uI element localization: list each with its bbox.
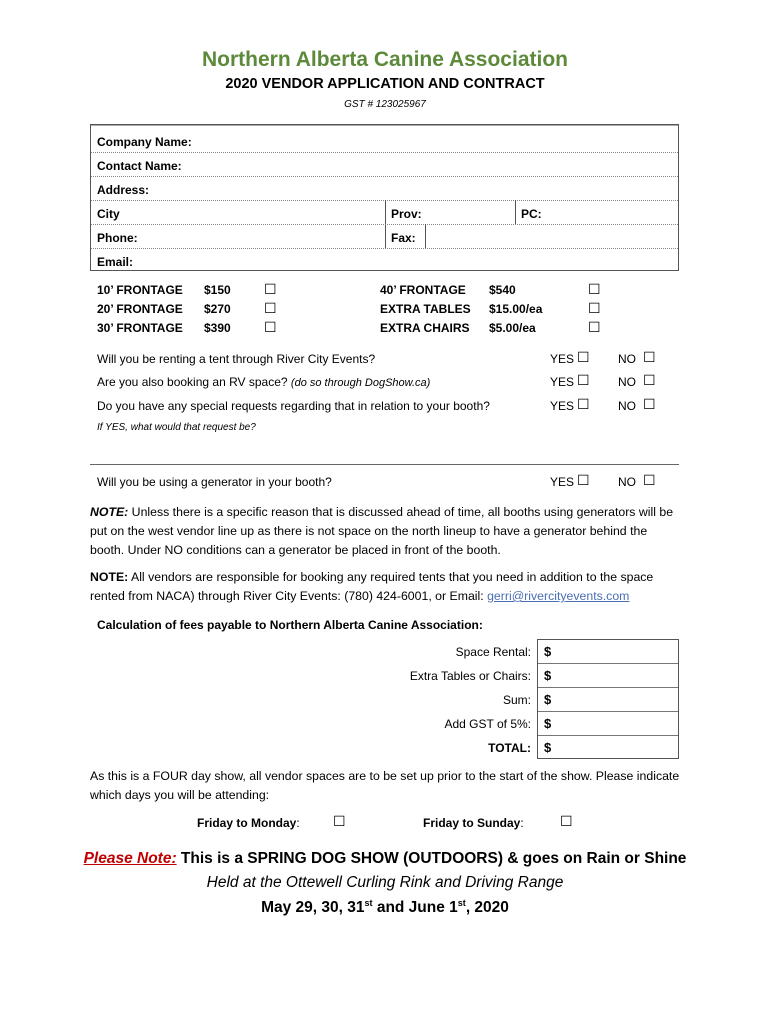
gst-number: GST # 123025967 (344, 99, 426, 110)
special-yes-label: YES (550, 399, 575, 413)
friday-to-sunday-checkbox[interactable]: ☐ (560, 814, 573, 830)
pricing-price-10ft: $150 (204, 283, 231, 297)
pricing-item-extra-tables: EXTRA TABLES (380, 302, 471, 316)
question-rv: Are you also booking an RV space? (do so through DogShow.ca) (97, 375, 431, 389)
contact-info-form (90, 124, 679, 271)
email-link[interactable]: gerri@rivercityevents.com (487, 589, 630, 603)
question-tent: Will you be renting a tent through River City Events? (97, 352, 376, 366)
pricing-price-extra-chairs: $5.00/ea (489, 321, 536, 335)
option-friday-to-monday: Friday to Monday: (197, 816, 300, 830)
fee-label-sum: Sum: (502, 693, 531, 707)
rv-yes-label: YES (550, 375, 575, 389)
city-field[interactable]: City (97, 207, 120, 221)
pricing-item-10ft: 10’ FRONTAGE (97, 283, 183, 297)
generator-note: NOTE: Unless there is a specific reason that is discussed ahead of time, all booths using generators will be put on the west vendor line up as there is not space on the north lineup to have a generator behind the booth. Under NO conditions can a generator be placed in front of the booth. (90, 505, 674, 557)
attendance-text: As this is a FOUR day show, all vendor spaces are to be set up prior to the start of the show. Please indicate which days you will be attending: (90, 769, 680, 802)
email-field[interactable]: Email: (97, 255, 134, 269)
tent-no-label: NO (618, 352, 636, 366)
rv-no-label: NO (618, 375, 636, 389)
checkbox-40ft[interactable]: ☐ (588, 282, 601, 298)
province-field[interactable]: Prov: (391, 207, 422, 221)
checkbox-20ft[interactable]: ☐ (264, 301, 277, 317)
contact-name-field[interactable]: Contact Name: (97, 159, 182, 173)
organization-title: Northern Alberta Canine Association (201, 48, 568, 71)
fee-value-space-rental[interactable]: $ (544, 644, 552, 659)
option-friday-to-sunday: Friday to Sunday: (423, 816, 524, 830)
tent-yes-checkbox[interactable]: ☐ (577, 350, 590, 366)
special-no-checkbox[interactable]: ☐ (643, 397, 656, 413)
postal-code-field[interactable]: PC: (521, 207, 542, 221)
checkbox-extra-tables[interactable]: ☐ (588, 301, 601, 317)
address-field[interactable]: Address: (97, 183, 150, 197)
fee-label-space-rental: Space Rental: (455, 645, 531, 659)
pricing-price-extra-tables: $15.00/ea (489, 302, 543, 316)
tent-yes-label: YES (550, 352, 575, 366)
fee-value-extras[interactable]: $ (544, 668, 552, 683)
if-yes-prompt: If YES, what would that request be? (97, 422, 256, 433)
phone-field[interactable]: Phone: (97, 231, 138, 245)
question-generator: Will you be using a generator in your booth? (97, 475, 332, 489)
checkbox-10ft[interactable]: ☐ (264, 282, 277, 298)
pricing-price-40ft: $540 (489, 283, 516, 297)
question-special-requests: Do you have any special requests regarding that in relation to your booth? (97, 399, 490, 413)
pricing-item-40ft: 40’ FRONTAGE (380, 283, 466, 297)
special-no-label: NO (618, 399, 636, 413)
rv-no-checkbox[interactable]: ☐ (643, 373, 656, 389)
friday-to-monday-checkbox[interactable]: ☐ (333, 814, 346, 830)
fee-label-gst: Add GST of 5%: (444, 717, 531, 731)
checkbox-30ft[interactable]: ☐ (264, 320, 277, 336)
tent-note: NOTE: All vendors are responsible for booking any required tents that you need in addition to the space rented from NACA) through River City Events: (780) 424-6001, or Email: gerri@rivercityevents.com (90, 570, 654, 603)
document-title: 2020 VENDOR APPLICATION AND CONTRACT (225, 76, 545, 92)
generator-yes-checkbox[interactable]: ☐ (577, 473, 590, 489)
fees-heading: Calculation of fees payable to Northern Alberta Canine Association: (97, 618, 483, 632)
pricing-price-20ft: $270 (204, 302, 231, 316)
fee-label-total: TOTAL: (488, 741, 531, 755)
pricing-item-30ft: 30’ FRONTAGE (97, 321, 183, 335)
special-yes-checkbox[interactable]: ☐ (577, 397, 590, 413)
venue-line: Held at the Ottewell Curling Rink and Driving Range (206, 874, 564, 891)
fee-value-sum[interactable]: $ (544, 692, 552, 707)
pricing-item-extra-chairs: EXTRA CHAIRS (380, 321, 470, 335)
special-request-line[interactable] (90, 464, 679, 465)
pricing-item-20ft: 20’ FRONTAGE (97, 302, 183, 316)
fee-label-extras: Extra Tables or Chairs: (409, 669, 531, 683)
pricing-price-30ft: $390 (204, 321, 231, 335)
tent-no-checkbox[interactable]: ☐ (643, 350, 656, 366)
spring-show-notice: Please Note: This is a SPRING DOG SHOW (OUTDOORS) & goes on Rain or Shine (83, 850, 687, 867)
generator-no-checkbox[interactable]: ☐ (643, 473, 656, 489)
please-note-label: Please Note: (83, 850, 177, 867)
company-name-field[interactable]: Company Name: (97, 135, 192, 149)
generator-yes-label: YES (550, 475, 575, 489)
rv-yes-checkbox[interactable]: ☐ (577, 373, 590, 389)
fax-field[interactable]: Fax: (391, 231, 416, 245)
fee-table (537, 639, 679, 759)
fee-value-total[interactable]: $ (544, 740, 552, 755)
generator-no-label: NO (618, 475, 636, 489)
show-dates: May 29, 30, 31st and June 1st, 2020 (261, 898, 509, 917)
fee-value-gst[interactable]: $ (544, 716, 552, 731)
checkbox-extra-chairs[interactable]: ☐ (588, 320, 601, 336)
rv-note: (do so through DogShow.ca) (290, 377, 431, 389)
